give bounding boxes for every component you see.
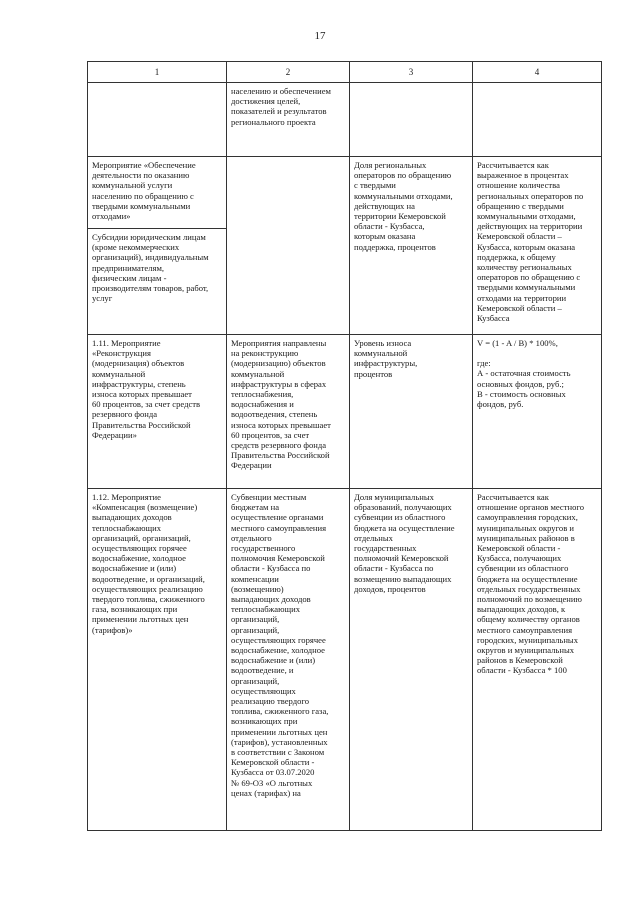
text-line: (тарифов)» <box>92 624 133 635</box>
text-line: на реконструкцию <box>231 348 299 359</box>
text-line: округов и муниципальных <box>477 645 575 656</box>
text-line: компенсации <box>231 573 279 584</box>
text-line: отношение количества <box>477 180 560 191</box>
table-cell <box>227 157 350 335</box>
text-line: водоотведение, и организаций, <box>92 573 205 584</box>
text-line: износа которых превышает <box>231 419 331 430</box>
measure-name-cell <box>88 335 227 489</box>
text-line: области - Кузбасса по <box>231 563 311 574</box>
text-line: организаций, <box>231 675 280 686</box>
text-line: возникающих при <box>231 716 298 727</box>
text-line: «Реконструкция <box>92 348 151 359</box>
text-line: коммунальной <box>354 348 408 359</box>
measure-name-cell <box>88 489 227 831</box>
text-line: основных фондов, руб.; <box>477 378 564 389</box>
text-line: регионального проекта <box>231 116 316 127</box>
text-line: населению и обеспечением <box>231 86 331 96</box>
text-line: 60 процентов, за счет <box>231 429 310 440</box>
text-line: теплоснабжающих <box>231 604 301 615</box>
text-line: Кемеровской области - <box>477 543 561 554</box>
text-line: Кемеровской области – <box>477 231 562 242</box>
text-line: показателей и результатов <box>231 106 327 117</box>
text-line: Кемеровской области – <box>477 302 562 313</box>
text-line: производителям товаров, работ, <box>92 283 209 294</box>
text-line: отношение органов местного <box>477 502 585 513</box>
text-line: полномочий Кемеровской <box>354 553 449 564</box>
text-line: А - остаточная стоимость <box>477 368 571 379</box>
formula-legend <box>477 368 597 409</box>
text-line: отдельных государственных <box>477 583 581 594</box>
text-line: области - Кузбасса по <box>354 563 434 574</box>
text-line: поддержка, процентов <box>354 241 436 252</box>
text-line: отходами» <box>92 211 131 222</box>
text-line: Субвенции местным <box>231 492 307 502</box>
text-line: водоснабжение и (или) <box>92 563 177 574</box>
table-row <box>88 157 602 229</box>
text-line: коммунальными отходами, <box>477 211 576 222</box>
text-line: предпринимателям, <box>92 262 165 273</box>
text-line: выраженное в процентах <box>477 170 569 181</box>
description-cell <box>227 335 350 489</box>
text-line: средств резервного фонда <box>231 440 327 451</box>
text-line: резервного фонда <box>92 409 158 420</box>
text-line: (модернизацию) объектов <box>231 358 326 369</box>
subsidy-cell <box>88 229 227 335</box>
text-line: водоснабжения и <box>231 399 294 410</box>
method-cell <box>473 489 602 831</box>
text-line: коммунальной <box>231 368 285 379</box>
text-line: (возмещению) <box>231 583 284 594</box>
text-line: достижения целей, <box>231 96 301 107</box>
text-line: Уровень износа <box>354 338 412 348</box>
table-cell <box>350 83 473 157</box>
text-line: области - Кузбасса * 100 <box>477 665 567 676</box>
text-line: общему количеству органов <box>477 614 580 625</box>
text-line: муниципальных округов и <box>477 522 575 533</box>
text-line: теплоснабжающих <box>92 522 162 533</box>
text-line: Рассчитывается как <box>477 492 549 502</box>
text-line: твердыми коммунальными <box>477 282 576 293</box>
indicator-cell <box>350 335 473 489</box>
text-line: водоснабжение, холодное <box>231 645 325 656</box>
text-line: выпадающих доходов <box>92 512 172 523</box>
text-line: образований, получающих <box>354 502 452 513</box>
text-line: Доля региональных <box>354 160 427 170</box>
text-line: операторов по обращению <box>354 170 452 181</box>
text-line: субвенции из областного <box>477 563 569 574</box>
table-cell <box>227 83 350 157</box>
indicator-cell <box>350 489 473 831</box>
text-line: деятельности по оказанию <box>92 170 190 181</box>
text-line: Кемеровской области - <box>231 757 315 768</box>
text-line: Федерации» <box>92 429 137 440</box>
text-line: действующих на территории <box>477 221 583 232</box>
text-line: муниципальных районов в <box>477 532 575 543</box>
text-line: организаций, <box>231 614 280 625</box>
text-line: Правительства Российской <box>92 419 191 430</box>
table-row <box>88 489 602 831</box>
text-line: организаций), индивидуальным <box>92 252 209 263</box>
text-line: износа которых превышает <box>92 389 192 400</box>
text-line: местного самоуправления <box>477 624 573 635</box>
text-line: местного самоуправления <box>231 522 327 533</box>
text-line: с твердыми <box>354 180 396 191</box>
text-line: Доля муниципальных <box>354 492 434 502</box>
text-line: Кузбасса, получающих <box>477 553 562 564</box>
text-line: (модернизация) объектов <box>92 358 185 369</box>
text-line: Рассчитывается как <box>477 160 549 170</box>
table-row <box>88 335 602 489</box>
text-line: водоснабжение и (или) <box>231 655 316 666</box>
header-cell: 4 <box>473 62 602 83</box>
text-line: процентов <box>354 368 393 379</box>
method-cell <box>473 157 602 335</box>
text-line: Правительства Российской <box>231 450 330 461</box>
text-line: ценах (тарифах) на <box>231 787 301 798</box>
where-text: где: <box>477 358 491 369</box>
text-line: реализацию твердого <box>231 696 310 707</box>
text-line: самоуправления городских, <box>477 512 578 523</box>
text-line: коммунальной <box>92 368 146 379</box>
text-line: организаций, организаций, <box>92 532 191 543</box>
text-line: применении льготных цен <box>231 726 328 737</box>
text-line: Мероприятие «Обеспечение <box>92 160 196 170</box>
text-line: действующих на <box>354 200 415 211</box>
text-line: государственных <box>354 543 417 554</box>
text-line: области - Кузбасса, <box>354 221 425 232</box>
description-cell <box>227 489 350 831</box>
text-line: полномочий по возмещению <box>477 594 582 605</box>
text-line: (кроме некоммерческих <box>92 242 180 253</box>
text-line: бюджета на осуществление <box>354 522 455 533</box>
text-line: бюджета на осуществление <box>477 573 578 584</box>
text-line: газа, возникающих при <box>92 604 178 615</box>
text-line: отдельного <box>231 532 272 543</box>
text-line: районов в Кемеровской <box>477 655 563 666</box>
text-line: осуществляющих горячее <box>92 543 187 554</box>
header-row <box>88 62 602 83</box>
text-line: бюджетам на <box>231 502 280 513</box>
text-line: которым оказана <box>354 231 416 242</box>
text-line: обращению с твердыми <box>477 200 564 211</box>
text-line: теплоснабжения, <box>231 389 294 400</box>
text-line: топлива, сжиженного газа, <box>231 706 329 717</box>
header-cell: 1 <box>88 62 227 83</box>
text-line: коммунальной услуги <box>92 180 173 191</box>
text-line: государственного <box>231 543 296 554</box>
text-line: твердыми коммунальными <box>92 200 191 211</box>
text-line: Федерации <box>231 460 272 471</box>
table-cell <box>473 83 602 157</box>
text-line: в соответствии с Законом <box>231 747 325 758</box>
text-line: коммунальными отходами, <box>354 190 453 201</box>
text-line: организаций, <box>231 624 280 635</box>
text-line: отдельных <box>354 532 393 543</box>
table-row <box>88 83 602 157</box>
text-line: 1.11. Мероприятие <box>92 338 161 348</box>
text-line: осуществляющих горячее <box>231 634 326 645</box>
text-line: субвенции из областного <box>354 512 446 523</box>
text-line: водоотведения, степень <box>231 409 318 420</box>
text-line: населению по обращению с <box>92 190 194 201</box>
indicator-cell <box>350 157 473 335</box>
text-line: водоснабжение, холодное <box>92 553 186 564</box>
text-line: № 69-ОЗ «О льготных <box>231 777 313 788</box>
text-line: Мероприятия направлены <box>231 338 327 348</box>
method-cell <box>473 335 602 489</box>
text-line: 1.12. Мероприятие <box>92 492 161 502</box>
text-line: услуг <box>92 293 113 304</box>
text-line: применении льготных цен <box>92 614 189 625</box>
header-cell: 3 <box>350 62 473 83</box>
text-line: территории Кемеровской <box>354 211 446 222</box>
text-line: Кузбасса, которым оказана <box>477 241 576 252</box>
text-line: инфраструктуры в сферах <box>231 378 327 389</box>
text-line: «Компенсация (возмещение) <box>92 502 198 513</box>
text-line: (тарифов), установленных <box>231 736 328 747</box>
text-line: 60 процентов, за счет средств <box>92 399 201 410</box>
text-line: отходами на территории <box>477 292 567 303</box>
text-line: полномочия Кемеровской <box>231 553 325 564</box>
text-line: Кузбасса от 03.07.2020 <box>231 767 315 778</box>
text-line: Кузбасса <box>477 313 510 324</box>
text-line: осуществление органами <box>231 512 324 523</box>
text-line: твердого топлива, сжиженного <box>92 594 205 605</box>
text-line: Субсидии юридическим лицам <box>92 232 206 242</box>
text-line: поддержка, к общему <box>477 251 556 262</box>
text-line: инфраструктуры, степень <box>92 378 186 389</box>
text-line: городских, муниципальных <box>477 634 579 645</box>
measures-table <box>87 61 602 831</box>
text-line: возмещению выпадающих <box>354 573 452 584</box>
text-line: В - стоимость основных <box>477 388 566 399</box>
text-line: региональных операторов по <box>477 190 584 201</box>
formula-text: V = (1 - A / B) * 100%, <box>477 338 558 348</box>
text-line: фондов, руб. <box>477 399 524 410</box>
page-number: 17 <box>314 30 326 42</box>
text-line: количеству региональных <box>477 262 572 273</box>
text-line: водоотведение, и <box>231 665 294 676</box>
text-line: доходов, процентов <box>354 583 426 594</box>
text-line: выпадающих доходов, к <box>477 604 566 615</box>
text-line: инфраструктуры, <box>354 358 418 369</box>
header-cell: 2 <box>227 62 350 83</box>
text-line: выпадающих доходов <box>231 594 311 605</box>
text-line: осуществляющих реализацию <box>92 583 203 594</box>
table-cell <box>88 83 227 157</box>
text-line: физическим лицам - <box>92 272 167 283</box>
text-line: осуществляющих <box>231 685 296 696</box>
text-line: операторов по обращению с <box>477 272 581 283</box>
measure-name-cell <box>88 157 227 229</box>
